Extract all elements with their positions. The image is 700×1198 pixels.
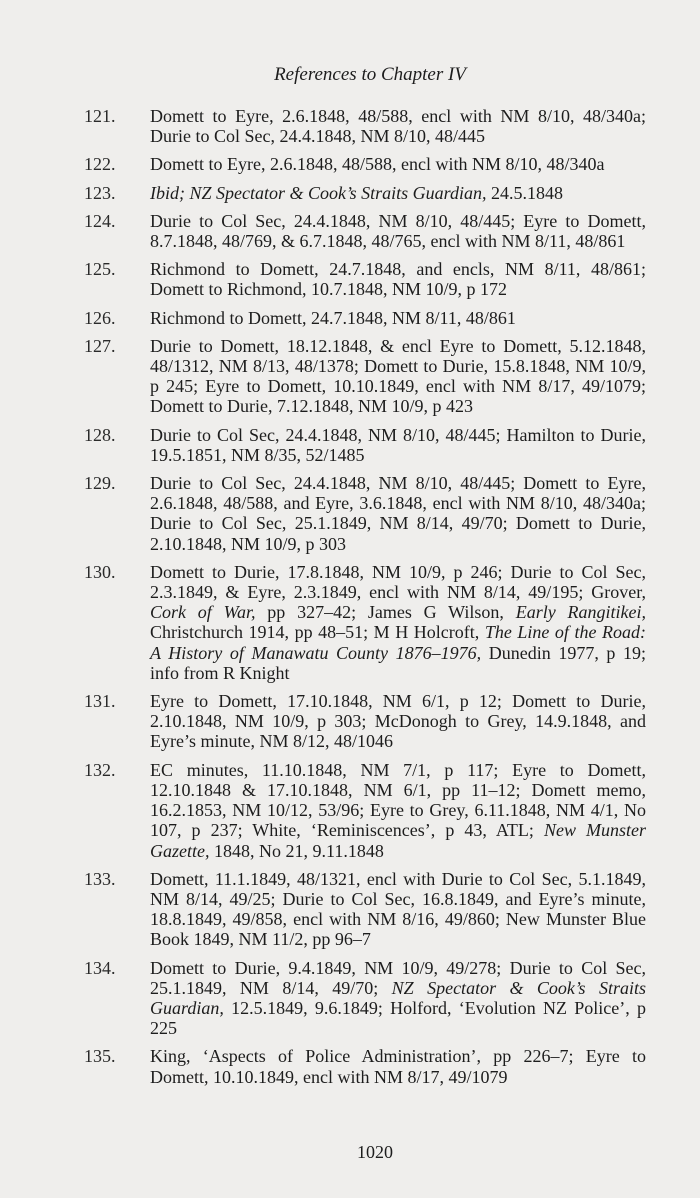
reference-text	[150, 958, 646, 1039]
reference-text-segment: King, ‘Aspects of Police Administration’, pp 226–7; Eyre to Domett, 10.10.1849, encl with NM 8/17, 49/1079	[150, 1046, 646, 1087]
reference-item	[84, 308, 646, 328]
reference-item	[84, 425, 646, 465]
reference-number: 122.	[84, 154, 116, 175]
reference-number: 132.	[84, 759, 116, 780]
reference-title-italic: Cork of War,	[150, 602, 256, 623]
reference-item	[84, 183, 646, 203]
reference-text	[150, 183, 646, 203]
reference-text-segment: Domett to Durie, 17.8.1848, NM 10/9, p 246; Durie to Col Sec, 2.3.1849, & Eyre, 2.3.1849, encl with NM 8/14, 49/195; Grover,	[150, 561, 646, 603]
reference-number: 129.	[84, 473, 116, 494]
reference-item	[84, 958, 646, 1039]
reference-number: 133.	[84, 868, 116, 889]
reference-text	[150, 308, 646, 328]
reference-text-segment: Domett, 11.1.1849, 48/1321, encl with Durie to Col Sec, 5.1.1849, NM 8/14, 49/25; Durie to Col Sec, 16.8.1849, and Eyre’s minute, 18.8.1849, 49/858, encl with NM 8/16, 49/860; New Munster Blue Book 1849, NM 11/2, pp 96–7	[150, 868, 646, 950]
reference-number: 130.	[84, 561, 116, 582]
reference-title-italic: Ibid; NZ Spectator & Cook’s Straits Guardian,	[150, 182, 487, 203]
reference-list	[84, 106, 646, 1095]
reference-item	[84, 1046, 646, 1086]
reference-text	[150, 691, 646, 752]
reference-text-segment: 12.5.1849, 9.6.1849; Holford, ‘Evolution NZ Police’, p 225	[150, 997, 646, 1039]
page-number: 1020	[357, 1142, 393, 1162]
reference-title-italic: NZ Spectator & Cook’s Straits Guardian,	[150, 977, 646, 1018]
reference-title-italic: New Munster Gazette,	[150, 820, 646, 861]
reference-text	[150, 425, 646, 465]
reference-text	[150, 336, 646, 417]
reference-number: 124.	[84, 210, 116, 231]
reference-text-segment: pp 327–42; James G Wilson,	[255, 602, 516, 623]
reference-text-segment: Eyre to Domett, 17.10.1848, NM 6/1, p 12; Domett to Durie, 2.10.1848, NM 10/9, p 303; McDonogh to Grey, 14.9.1848, and Eyre’s minute, NM 8/12, 48/1046	[150, 691, 646, 752]
reference-text	[150, 211, 646, 251]
reference-number: 131.	[84, 691, 116, 712]
reference-item	[84, 869, 646, 950]
reference-text-segment: Domett to Eyre, 2.6.1848, 48/588, encl with NM 8/10, 48/340a; Durie to Col Sec, 24.4.1848, NM 8/10, 48/445	[150, 106, 646, 147]
reference-text-segment: Durie to Col Sec, 24.4.1848, NM 8/10, 48/445; Domett to Eyre, 2.6.1848, 48/588, and Eyre, 3.6.1848, encl with NM 8/10, 48/340a; Durie to Col Sec, 25.1.1849, NM 8/14, 49/70; Domett to Durie, 2.10.1848, NM 10/9, p 303	[150, 473, 646, 554]
page-title: References to Chapter IV	[274, 64, 466, 85]
reference-number: 126.	[84, 307, 116, 328]
reference-text-segment: 24.5.1848	[486, 182, 564, 203]
reference-text-segment: Domett to Eyre, 2.6.1848, 48/588, encl with NM 8/10, 48/340a	[150, 154, 605, 175]
reference-item	[84, 760, 646, 861]
reference-item	[84, 106, 646, 146]
reference-item	[84, 691, 646, 752]
reference-text-segment: EC minutes, 11.10.1848, NM 7/1, p 117; Eyre to Domett, 12.10.1848 & 17.10.1848, NM 6/1, pp 11–12; Domett memo, 16.2.1853, NM 10/12, 53/96; Eyre to Grey, 6.11.1848, NM 4/1, No 107, p 237; White, ‘Reminiscences’, p 43, ATL;	[150, 759, 646, 841]
reference-text	[150, 473, 646, 554]
reference-text	[150, 562, 646, 683]
reference-text-segment: Durie to Domett, 18.12.1848, & encl Eyre to Domett, 5.12.1848, 48/1312, NM 8/13, 48/1378; Domett to Durie, 15.8.1848, NM 10/9, p 245; Eyre to Domett, 10.10.1849, encl with NM 8/17, 49/1079; Domett to Durie, 7.12.1848, NM 10/9, p 423	[150, 335, 646, 417]
reference-number: 127.	[84, 335, 116, 356]
reference-item	[84, 473, 646, 554]
reference-number: 135.	[84, 1046, 116, 1067]
reference-text	[150, 106, 646, 146]
reference-text	[150, 154, 646, 174]
reference-item	[84, 259, 646, 299]
reference-title-italic: The Line of the Road: A History of Manawatu County 1876–1976,	[150, 622, 646, 663]
reference-text-segment: Domett to Durie, 9.4.1849, NM 10/9, 49/278; Durie to Col Sec, 25.1.1849, NM 8/14, 49/70;	[150, 957, 646, 998]
reference-number: 121.	[84, 106, 116, 126]
reference-number: 123.	[84, 182, 116, 203]
reference-text-segment: Richmond to Domett, 24.7.1848, NM 8/11, 48/861	[150, 307, 516, 328]
reference-text-segment: Richmond to Domett, 24.7.1848, and encls, NM 8/11, 48/861; Domett to Richmond, 10.7.1848, NM 10/9, p 172	[150, 259, 646, 300]
reference-number: 134.	[84, 957, 116, 978]
reference-text	[150, 1046, 646, 1086]
reference-item	[84, 211, 646, 251]
reference-item	[84, 154, 646, 174]
reference-title-italic: Early Rangitikei,	[515, 602, 647, 623]
reference-text-segment: 1848, No 21, 9.11.1848	[209, 840, 384, 861]
reference-item	[84, 336, 646, 417]
reference-text-segment: Christchurch 1914, pp 48–51; M H Holcroft,	[150, 622, 485, 643]
reference-number: 128.	[84, 424, 116, 445]
reference-text	[150, 259, 646, 299]
reference-text-segment: Durie to Col Sec, 24.4.1848, NM 8/10, 48/445; Eyre to Domett, 8.7.1848, 48/769, & 6.7.1848, 48/765, encl with NM 8/11, 48/861	[150, 210, 646, 252]
reference-text	[150, 869, 646, 950]
reference-number: 125.	[84, 259, 116, 280]
reference-text	[150, 760, 646, 861]
reference-item	[84, 562, 646, 683]
reference-text-segment: Dunedin 1977, p 19; info from R Knight	[150, 642, 646, 683]
reference-text-segment: Durie to Col Sec, 24.4.1848, NM 8/10, 48/445; Hamilton to Durie, 19.5.1851, NM 8/35, 52/1485	[150, 424, 646, 465]
